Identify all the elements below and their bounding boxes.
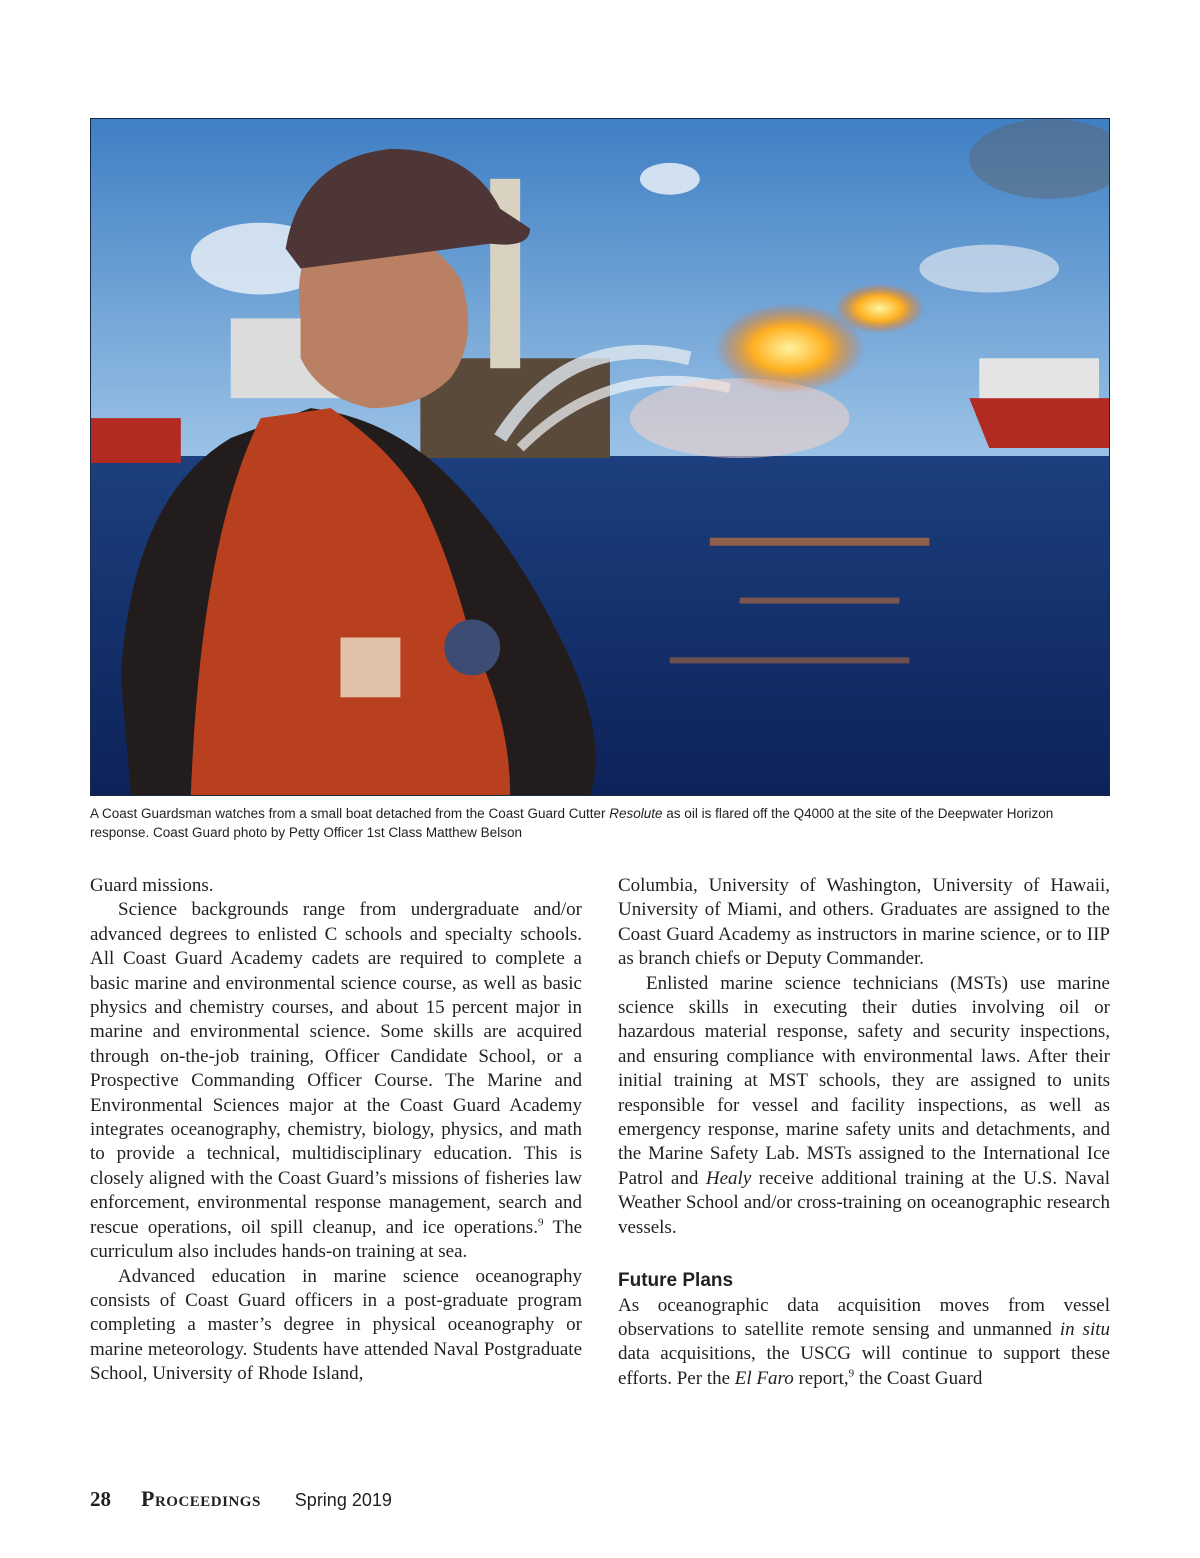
page-footer	[90, 1486, 392, 1512]
issue-date: Spring 2019	[294, 1490, 392, 1510]
paragraph-text: data acquisitions, the USCG will continue to support these efforts. Per the	[618, 1343, 1110, 1389]
paragraph	[90, 898, 582, 1264]
paragraph-text: receive additional training at the U.S. Naval Weather School and/or cross-training on oceanographic research vessels.	[618, 1167, 1110, 1238]
caption-vessel-name: Resolute	[609, 806, 663, 821]
paragraph-text: Enlisted marine science technicians (MSTs) use marine science skills in executing their duties involving oil or hazardous material response, safety and security inspections, and ensuring compliance with environmental laws. After their initial training at MST schools, they are assigned to units responsible for vessel and facility inspections, as well as emergency response, marine safety units and detachments, and the Marine Safety Lab. MSTs assigned to the International Ice Patrol and	[618, 972, 1110, 1189]
italic-term: in situ	[1059, 1318, 1110, 1340]
ship-name: Healy	[705, 1167, 752, 1189]
paragraph	[618, 1294, 1110, 1392]
paragraph-text: The curriculum also includes hands-on training at sea.	[90, 1216, 582, 1263]
report-name: El Faro	[734, 1367, 794, 1389]
paragraph-text: the Coast Guard	[854, 1367, 983, 1389]
journal-name: Proceedings	[141, 1486, 261, 1511]
paragraph-text: Science backgrounds range from undergraduate and/or advanced degrees to enlisted C schools and specialty schools. All Coast Guard Academy cadets are required to complete a basic marine and environmental science course, as well as basic physics and chemistry courses, and about 15 percent major in marine and environmental science. Some skills are acquired through on-the-job training, Officer Candidate School, or a Prospective Commanding Officer Course. The Marine and Environmental Sciences major at the Coast Guard Academy integrates oceanography, chemistry, biology, physics, and math to provide a technical, multidisciplinary education. This is closely aligned with the Coast Guard’s missions of fisheries law enforcement, environmental response management, search and rescue operations, oil spill cleanup, and ice operations.	[90, 899, 582, 1238]
caption-text: A Coast Guardsman watches from a small boat detached from the Coast Guard Cutter	[90, 806, 610, 821]
paragraph: Columbia, University of Washington, University of Hawaii, University of Miami, and others. Graduates are assigned to the Coast Guard Academy as instructors in marine science, or to IIP as branch chiefs or Deputy Commander.	[618, 875, 1110, 970]
left-column	[90, 874, 582, 1387]
paragraph-text: As oceanographic data acquisition moves from vessel observations to satellite remote sensing and unmanned	[618, 1294, 1110, 1340]
caption-text-continued: as oil is flared off the Q4000 at the site of the Deepwater Horizon response. Coast Guard photo by Petty Officer 1st Class Matthew Belson	[90, 806, 1054, 840]
paragraph: Advanced education in marine science oceanography consists of Coast Guard officers in a post-graduate program completing a master’s degree in physical oceanography or marine meteorology. Students have attended Naval Postgraduate School, University of Rhode Island,	[90, 1265, 582, 1385]
paragraph: Guard missions.	[90, 875, 214, 896]
page-number: 28	[90, 1487, 111, 1511]
photo-caption	[90, 804, 1115, 842]
article-photo	[90, 118, 1110, 796]
paragraph	[618, 972, 1110, 1240]
right-column	[618, 874, 1110, 1391]
footnote-ref: 9	[848, 1367, 855, 1380]
paragraph-text: report,	[793, 1367, 849, 1389]
section-heading: Future Plans	[618, 1270, 734, 1292]
photo-illustration	[91, 119, 1109, 795]
footnote-ref: 9	[537, 1216, 544, 1229]
